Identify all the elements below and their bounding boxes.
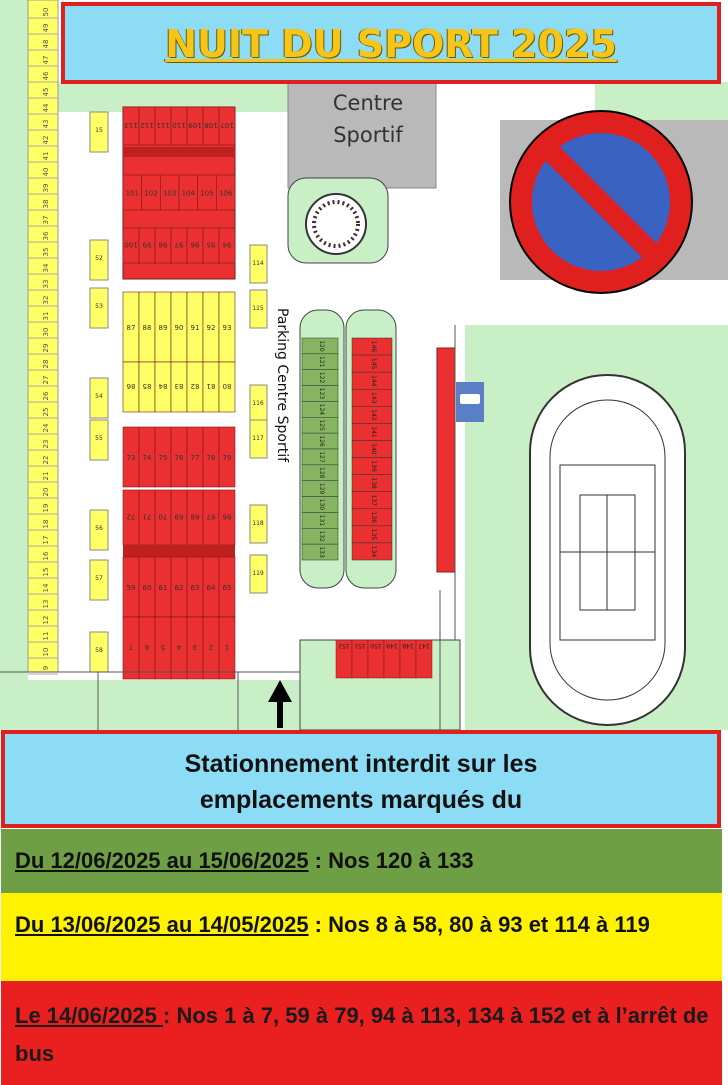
spot-label: 132 xyxy=(318,530,325,542)
spot-label: 20 xyxy=(42,487,50,497)
notice-line-2: emplacements marqués du xyxy=(199,786,523,814)
spot-label: 3 xyxy=(192,643,198,651)
spot-label: 114 xyxy=(252,260,264,267)
spot-label: 93 xyxy=(222,324,232,332)
spot-label: 151 xyxy=(354,642,366,649)
spot-label: 18 xyxy=(42,519,50,529)
spot-label: 133 xyxy=(318,546,325,558)
spot-label: 48 xyxy=(42,39,50,49)
spot-label: 60 xyxy=(142,584,152,592)
spot-label: 59 xyxy=(126,584,136,592)
spot-label: 84 xyxy=(158,382,168,390)
spot-label: 124 xyxy=(318,403,325,416)
spot-label: 103 xyxy=(162,189,177,198)
band-red-text: : Nos 1 à 7, 59 à 79, 94 à 113, 134 à 152 et à l’arrêt de bus xyxy=(15,1003,709,1066)
spot-label: 15 xyxy=(42,567,50,577)
spot-label: 126 xyxy=(318,435,325,447)
band-green-dates: Du 12/06/2025 au 15/06/2025 xyxy=(15,848,309,873)
spot-label: 94 xyxy=(222,240,232,249)
spot-label: 120 xyxy=(318,340,325,352)
spot-label: 21 xyxy=(42,471,50,481)
spot-label: 145 xyxy=(370,357,377,370)
spot-label: 79 xyxy=(222,454,232,462)
spot-label: 11 xyxy=(42,631,50,641)
spot-label: 56 xyxy=(95,525,103,532)
spot-label: 140 xyxy=(370,443,377,455)
spot-label: 5 xyxy=(160,643,166,651)
spot-label: 117 xyxy=(252,435,264,442)
lawn-bottom-left xyxy=(0,680,300,730)
spot-label: 134 xyxy=(370,545,377,558)
spot-label: 26 xyxy=(42,391,50,401)
spot-label: 101 xyxy=(125,189,140,198)
spot-label: 130 xyxy=(318,498,325,511)
spot-label: 61 xyxy=(158,584,168,592)
spot-label: 83 xyxy=(174,382,184,390)
spot-label: 23 xyxy=(42,439,50,449)
spot-label: 118 xyxy=(252,520,264,527)
spot-label: 141 xyxy=(370,426,377,438)
spot-label: 12 xyxy=(42,615,50,625)
spot-label: 4 xyxy=(176,643,182,651)
spot-label: 81 xyxy=(206,382,216,390)
parking-label: Parking Centre Sportif xyxy=(274,308,290,463)
spot-label: 80 xyxy=(222,382,232,390)
spot-label: 106 xyxy=(218,189,233,198)
spot-label: 71 xyxy=(142,512,152,521)
spot-label: 142 xyxy=(370,409,377,421)
spot-label: 1 xyxy=(224,643,230,651)
spot-label: 72 xyxy=(126,512,136,521)
spot-label: 14 xyxy=(42,583,50,593)
spot-label: 52 xyxy=(95,255,103,262)
spot-label: 63 xyxy=(190,584,200,592)
spot-label: 19 xyxy=(42,503,50,513)
bus-icon xyxy=(460,394,480,404)
notice-banner xyxy=(1,730,721,828)
spot-label: 116 xyxy=(252,400,264,407)
spot-label: 65 xyxy=(222,584,232,592)
spot-label: 127 xyxy=(318,451,325,463)
spot-label: 73 xyxy=(126,454,136,462)
notice-text xyxy=(5,746,717,818)
spot-label: 135 xyxy=(370,528,377,541)
spot-label: 58 xyxy=(95,647,103,654)
spot-label: 119 xyxy=(252,570,264,577)
spot-label: 113 xyxy=(124,121,138,129)
spot-label: 40 xyxy=(42,167,50,177)
spot-label: 13 xyxy=(42,599,50,609)
spot-label: 138 xyxy=(370,477,377,489)
spot-label: 77 xyxy=(190,454,200,462)
spot-label: 62 xyxy=(174,584,184,592)
spot-label: 45 xyxy=(42,87,50,97)
spot-label: 102 xyxy=(144,189,158,198)
spot-label: 78 xyxy=(206,454,216,462)
notice-line-1: Stationnement interdit sur les xyxy=(184,750,538,778)
spot-label: 2 xyxy=(208,643,214,651)
spot-label: 31 xyxy=(42,311,50,321)
spot-label: 109 xyxy=(188,121,202,129)
spot-label: 87 xyxy=(126,324,136,332)
spot-label: 43 xyxy=(42,119,50,129)
block-c-divider xyxy=(123,545,235,557)
spot-label: 147 xyxy=(418,642,430,649)
spot-label: 88 xyxy=(142,324,152,332)
spot-label: 90 xyxy=(174,324,184,332)
spot-label: 42 xyxy=(42,135,50,145)
spot-label: 16 xyxy=(42,551,50,561)
spot-label: 15 xyxy=(95,127,103,134)
spot-label: 46 xyxy=(42,71,50,81)
spot-label: 35 xyxy=(42,247,50,257)
building-label-2: Sportif xyxy=(333,123,403,147)
spot-label: 7 xyxy=(128,643,134,651)
spot-label: 115 xyxy=(252,305,264,312)
spot-label: 100 xyxy=(124,240,138,249)
spot-label: 37 xyxy=(42,215,50,225)
band-red-dates: Le 14/06/2025 xyxy=(15,1003,164,1028)
spot-label: 33 xyxy=(42,279,50,289)
spot-label: 111 xyxy=(156,121,170,129)
spot-label: 136 xyxy=(370,511,377,524)
spot-label: 50 xyxy=(42,7,50,17)
spot-label: 125 xyxy=(318,419,325,431)
spot-label: 49 xyxy=(42,23,50,33)
bus-stop-strip xyxy=(437,348,455,572)
spot-label: 64 xyxy=(206,584,216,592)
spot-label: 29 xyxy=(42,343,50,353)
spot-label: 110 xyxy=(172,121,186,129)
spot-label: 149 xyxy=(386,642,398,649)
spot-label: 75 xyxy=(158,454,168,462)
spot-label: 74 xyxy=(142,454,152,462)
spot-label: 128 xyxy=(318,467,325,479)
spot-label: 30 xyxy=(42,327,50,337)
spot-label: 39 xyxy=(42,183,50,193)
spot-label: 25 xyxy=(42,407,50,417)
spot-label: 89 xyxy=(158,324,168,332)
spot-label: 27 xyxy=(42,375,50,385)
spot-label: 86 xyxy=(126,382,136,390)
spot-label: 82 xyxy=(190,382,200,390)
band-yellow-text: : Nos 8 à 58, 80 à 93 et 114 à 119 xyxy=(308,912,650,937)
spot-label: 105 xyxy=(200,189,214,198)
spot-label: 121 xyxy=(318,356,325,368)
spot-label: 24 xyxy=(42,423,50,433)
spot-label: 69 xyxy=(174,512,184,521)
building-label-1: Centre xyxy=(332,91,404,115)
spot-label: 22 xyxy=(42,455,50,465)
band-green-text: : Nos 120 à 133 xyxy=(308,848,474,873)
spot-label: 47 xyxy=(42,55,50,65)
spot-label: 85 xyxy=(142,382,152,390)
spot-label: 34 xyxy=(42,263,50,273)
band-green xyxy=(1,829,722,893)
spot-label: 112 xyxy=(140,121,154,129)
band-yellow xyxy=(1,893,722,981)
spot-label: 137 xyxy=(370,494,377,506)
spot-label: 68 xyxy=(190,512,200,521)
spot-label: 123 xyxy=(318,387,325,400)
spot-label: 91 xyxy=(190,324,200,332)
spot-label: 41 xyxy=(42,151,50,161)
spot-label: 70 xyxy=(158,512,168,521)
bottom-row-spots xyxy=(336,640,432,678)
spot-label: 54 xyxy=(95,393,103,400)
spot-label: 108 xyxy=(204,121,218,129)
spot-label: 92 xyxy=(206,324,216,332)
spot-label: 38 xyxy=(42,199,50,209)
lawn-left xyxy=(0,0,28,680)
spot-label: 143 xyxy=(370,392,377,404)
spot-label: 107 xyxy=(220,121,234,129)
spot-label: 10 xyxy=(42,647,50,657)
no-parking-sign-icon xyxy=(510,111,692,293)
spot-label: 148 xyxy=(402,642,414,649)
spot-label: 139 xyxy=(370,460,377,472)
spot-label: 129 xyxy=(318,482,325,495)
spot-label: 9 xyxy=(42,665,50,671)
title-box xyxy=(61,2,721,84)
spot-label: 99 xyxy=(142,240,152,249)
spot-label: 55 xyxy=(95,435,103,442)
spot-label: 97 xyxy=(174,240,184,249)
spot-label: 122 xyxy=(318,371,325,384)
spot-label: 152 xyxy=(338,642,350,649)
band-red xyxy=(1,981,722,1085)
spot-label: 53 xyxy=(95,303,103,310)
spot-label: 146 xyxy=(370,340,377,353)
spot-label: 76 xyxy=(174,454,184,462)
spot-label: 6 xyxy=(144,643,150,651)
spot-label: 96 xyxy=(190,240,200,249)
spot-label: 95 xyxy=(206,240,216,249)
spot-label: 131 xyxy=(318,514,325,527)
spot-label: 57 xyxy=(95,575,103,582)
spot-label: 17 xyxy=(42,535,50,545)
spot-label: 98 xyxy=(158,240,168,249)
spot-label: 66 xyxy=(222,512,232,521)
spot-label: 36 xyxy=(42,231,50,241)
spot-label: 28 xyxy=(42,359,50,369)
spot-label: 144 xyxy=(370,374,377,387)
spot-label: 150 xyxy=(370,642,382,649)
spot-label: 32 xyxy=(42,295,50,305)
spot-label: 104 xyxy=(181,189,196,198)
spot-label: 67 xyxy=(206,512,216,521)
spot-label: 44 xyxy=(42,103,50,113)
block-a-divider xyxy=(123,147,235,157)
band-yellow-dates: Du 13/06/2025 au 14/05/2025 xyxy=(15,912,309,937)
page-title: NUIT DU SPORT 2025 xyxy=(165,22,617,66)
